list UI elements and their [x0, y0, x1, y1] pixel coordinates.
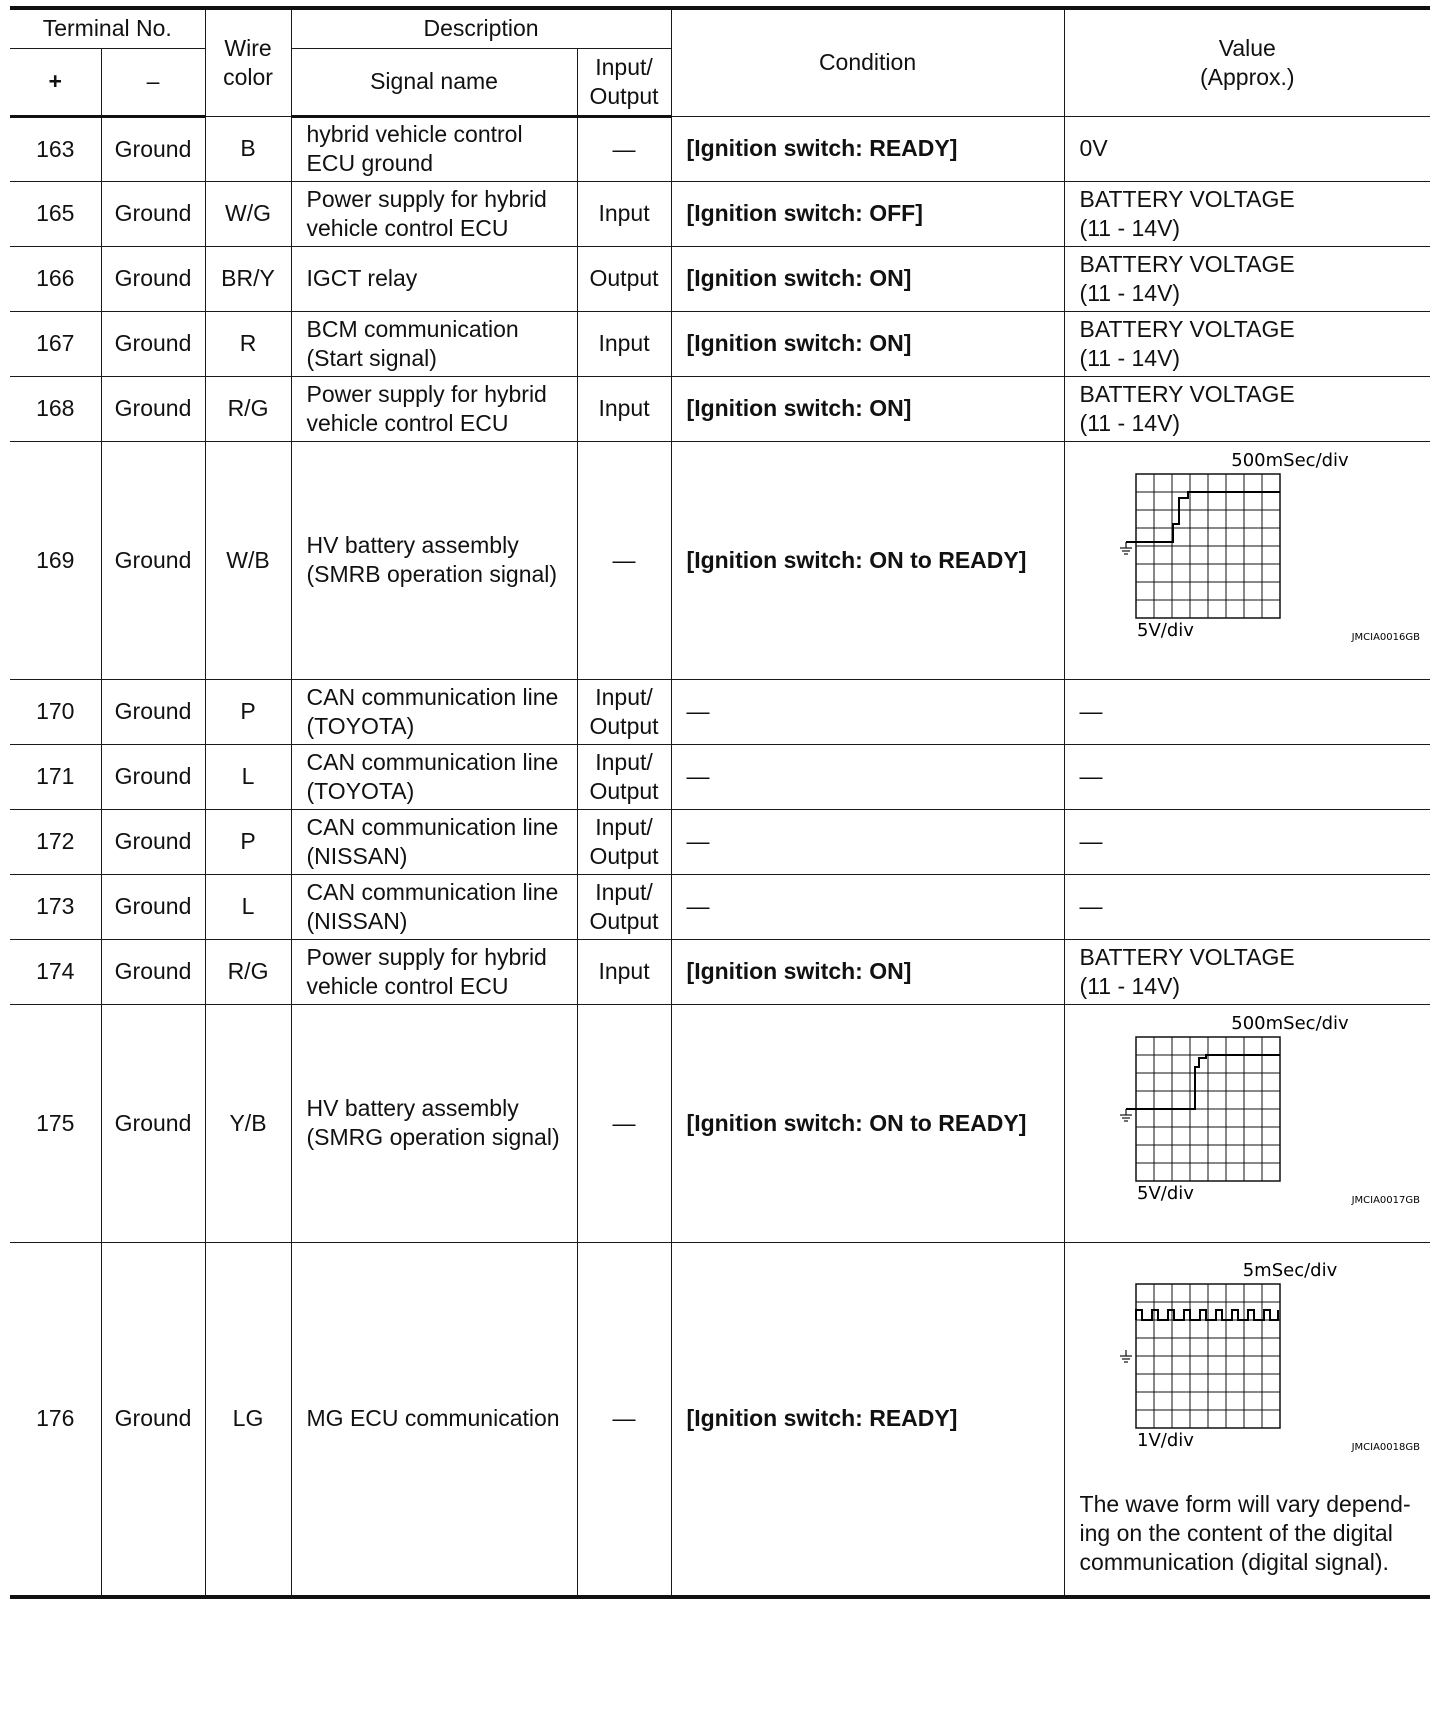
waveform-note: The wave form will vary depend- ing on the content of the digital communication (digital signal).	[1079, 1491, 1411, 1576]
input-output: Input	[577, 311, 671, 376]
ground-symbol-icon	[1120, 1109, 1132, 1121]
input-output: Input	[577, 181, 671, 246]
terminal-minus: Ground	[101, 1004, 205, 1242]
header-wire-color: Wire color	[205, 8, 291, 116]
terminal-plus: 173	[10, 874, 101, 939]
table-row	[10, 1004, 1430, 1242]
terminal-plus: 169	[10, 441, 101, 679]
input-output: Input/ Output	[577, 874, 671, 939]
ground-symbol-icon	[1120, 1350, 1132, 1362]
header-value: Value (Approx.)	[1064, 8, 1430, 116]
signal-name: CAN communication line (NISSAN)	[291, 874, 577, 939]
table-row	[10, 744, 1430, 809]
table-row	[10, 181, 1430, 246]
signal-name: CAN communication line (NISSAN)	[291, 809, 577, 874]
condition: [Ignition switch: ON to READY]	[671, 441, 1064, 679]
signal-name: MG ECU communication	[291, 1242, 577, 1597]
condition: —	[671, 744, 1064, 809]
terminal-minus: Ground	[101, 441, 205, 679]
volt-div-label: 5V/div	[1136, 1183, 1194, 1204]
terminal-plus: 165	[10, 181, 101, 246]
input-output: Input	[577, 376, 671, 441]
oscilloscope-waveform-smrb	[1080, 444, 1424, 669]
input-output: —	[577, 116, 671, 181]
condition: [Ignition switch: ON]	[671, 311, 1064, 376]
value: —	[1064, 809, 1430, 874]
value-waveform-cell	[1064, 1242, 1430, 1597]
wire-color: BR/Y	[205, 246, 291, 311]
terminal-minus: Ground	[101, 939, 205, 1004]
condition: —	[671, 809, 1064, 874]
value: —	[1064, 874, 1430, 939]
signal-name: Power supply for hybrid vehicle control ECU	[291, 376, 577, 441]
header-minus: –	[101, 48, 205, 116]
input-output: Output	[577, 246, 671, 311]
time-div-label: 500mSec/div	[1230, 450, 1349, 471]
signal-name: Power supply for hybrid vehicle control ECU	[291, 939, 577, 1004]
wire-color: R/G	[205, 939, 291, 1004]
signal-name: BCM communication (Start signal)	[291, 311, 577, 376]
table-row	[10, 939, 1430, 1004]
wire-color: LG	[205, 1242, 291, 1597]
condition: [Ignition switch: OFF]	[671, 181, 1064, 246]
signal-name: IGCT relay	[291, 246, 577, 311]
wire-color: W/G	[205, 181, 291, 246]
terminal-plus: 172	[10, 809, 101, 874]
input-output: Input	[577, 939, 671, 1004]
wire-color: L	[205, 744, 291, 809]
input-output: —	[577, 441, 671, 679]
terminal-minus: Ground	[101, 181, 205, 246]
condition: —	[671, 874, 1064, 939]
condition: [Ignition switch: ON]	[671, 246, 1064, 311]
terminal-plus: 168	[10, 376, 101, 441]
signal-name: Power supply for hybrid vehicle control ECU	[291, 181, 577, 246]
time-div-label: 500mSec/div	[1230, 1013, 1349, 1034]
volt-div-label: 1V/div	[1136, 1430, 1194, 1452]
table-row	[10, 441, 1430, 679]
input-output: —	[577, 1242, 671, 1597]
value-waveform-cell	[1064, 1004, 1430, 1242]
input-output: Input/ Output	[577, 744, 671, 809]
waveform-grid	[1136, 1284, 1280, 1428]
value: BATTERY VOLTAGE (11 - 14V)	[1064, 376, 1430, 441]
terminal-minus: Ground	[101, 874, 205, 939]
waveform-grid	[1136, 474, 1280, 618]
oscilloscope-waveform-mg-ecu	[1080, 1254, 1424, 1479]
input-output: Input/ Output	[577, 679, 671, 744]
signal-name: CAN communication line (TOYOTA)	[291, 744, 577, 809]
condition: —	[671, 679, 1064, 744]
terminal-minus: Ground	[101, 1242, 205, 1597]
table-row	[10, 809, 1430, 874]
terminal-plus: 171	[10, 744, 101, 809]
table-row	[10, 376, 1430, 441]
value: BATTERY VOLTAGE (11 - 14V)	[1064, 311, 1430, 376]
signal-trace	[1136, 1310, 1278, 1320]
table-row	[10, 679, 1430, 744]
table-row	[10, 874, 1430, 939]
terminal-plus: 176	[10, 1242, 101, 1597]
signal-name: HV battery assembly (SMRB operation signal)	[291, 441, 577, 679]
oscilloscope-waveform-smrg	[1080, 1007, 1424, 1232]
condition: [Ignition switch: READY]	[671, 116, 1064, 181]
terminal-minus: Ground	[101, 116, 205, 181]
wire-color: P	[205, 679, 291, 744]
terminal-minus: Ground	[101, 376, 205, 441]
header-description: Description	[291, 8, 671, 48]
header-plus: +	[10, 48, 101, 116]
terminal-plus: 163	[10, 116, 101, 181]
terminal-minus: Ground	[101, 246, 205, 311]
terminal-plus: 170	[10, 679, 101, 744]
header-terminal-no: Terminal No.	[10, 8, 205, 48]
wire-color: B	[205, 116, 291, 181]
wire-color: R	[205, 311, 291, 376]
terminal-minus: Ground	[101, 679, 205, 744]
wire-color: Y/B	[205, 1004, 291, 1242]
value: BATTERY VOLTAGE (11 - 14V)	[1064, 939, 1430, 1004]
value: 0V	[1064, 116, 1430, 181]
figure-code: JMCIA0016GB	[1351, 632, 1420, 643]
table-row	[10, 246, 1430, 311]
value: —	[1064, 744, 1430, 809]
terminal-plus: 174	[10, 939, 101, 1004]
input-output: Input/ Output	[577, 809, 671, 874]
value: BATTERY VOLTAGE (11 - 14V)	[1064, 246, 1430, 311]
terminal-table	[10, 6, 1430, 1599]
signal-name: HV battery assembly (SMRG operation signal)	[291, 1004, 577, 1242]
wire-color: P	[205, 809, 291, 874]
terminal-plus: 166	[10, 246, 101, 311]
signal-name: hybrid vehicle control ECU ground	[291, 116, 577, 181]
wire-color: L	[205, 874, 291, 939]
condition: [Ignition switch: ON to READY]	[671, 1004, 1064, 1242]
figure-code: JMCIA0018GB	[1351, 1442, 1420, 1454]
value: BATTERY VOLTAGE (11 - 14V)	[1064, 181, 1430, 246]
terminal-minus: Ground	[101, 809, 205, 874]
signal-name: CAN communication line (TOYOTA)	[291, 679, 577, 744]
wire-color: W/B	[205, 441, 291, 679]
signal-trace	[1126, 1055, 1280, 1109]
time-div-label: 5mSec/div	[1242, 1260, 1337, 1282]
signal-trace	[1126, 492, 1280, 542]
wire-color: R/G	[205, 376, 291, 441]
table-row	[10, 116, 1430, 181]
terminal-minus: Ground	[101, 744, 205, 809]
condition: [Ignition switch: READY]	[671, 1242, 1064, 1597]
condition: [Ignition switch: ON]	[671, 376, 1064, 441]
table-row	[10, 311, 1430, 376]
condition: [Ignition switch: ON]	[671, 939, 1064, 1004]
table-row	[10, 1242, 1430, 1597]
ground-symbol-icon	[1120, 542, 1132, 554]
terminal-minus: Ground	[101, 311, 205, 376]
terminal-plus: 167	[10, 311, 101, 376]
header-condition: Condition	[671, 8, 1064, 116]
volt-div-label: 5V/div	[1136, 620, 1194, 641]
header-signal-name: Signal name	[291, 48, 577, 116]
value: —	[1064, 679, 1430, 744]
figure-code: JMCIA0017GB	[1351, 1195, 1420, 1206]
terminal-plus: 175	[10, 1004, 101, 1242]
input-output: —	[577, 1004, 671, 1242]
header-input-output: Input/ Output	[577, 48, 671, 116]
value-waveform-cell	[1064, 441, 1430, 679]
